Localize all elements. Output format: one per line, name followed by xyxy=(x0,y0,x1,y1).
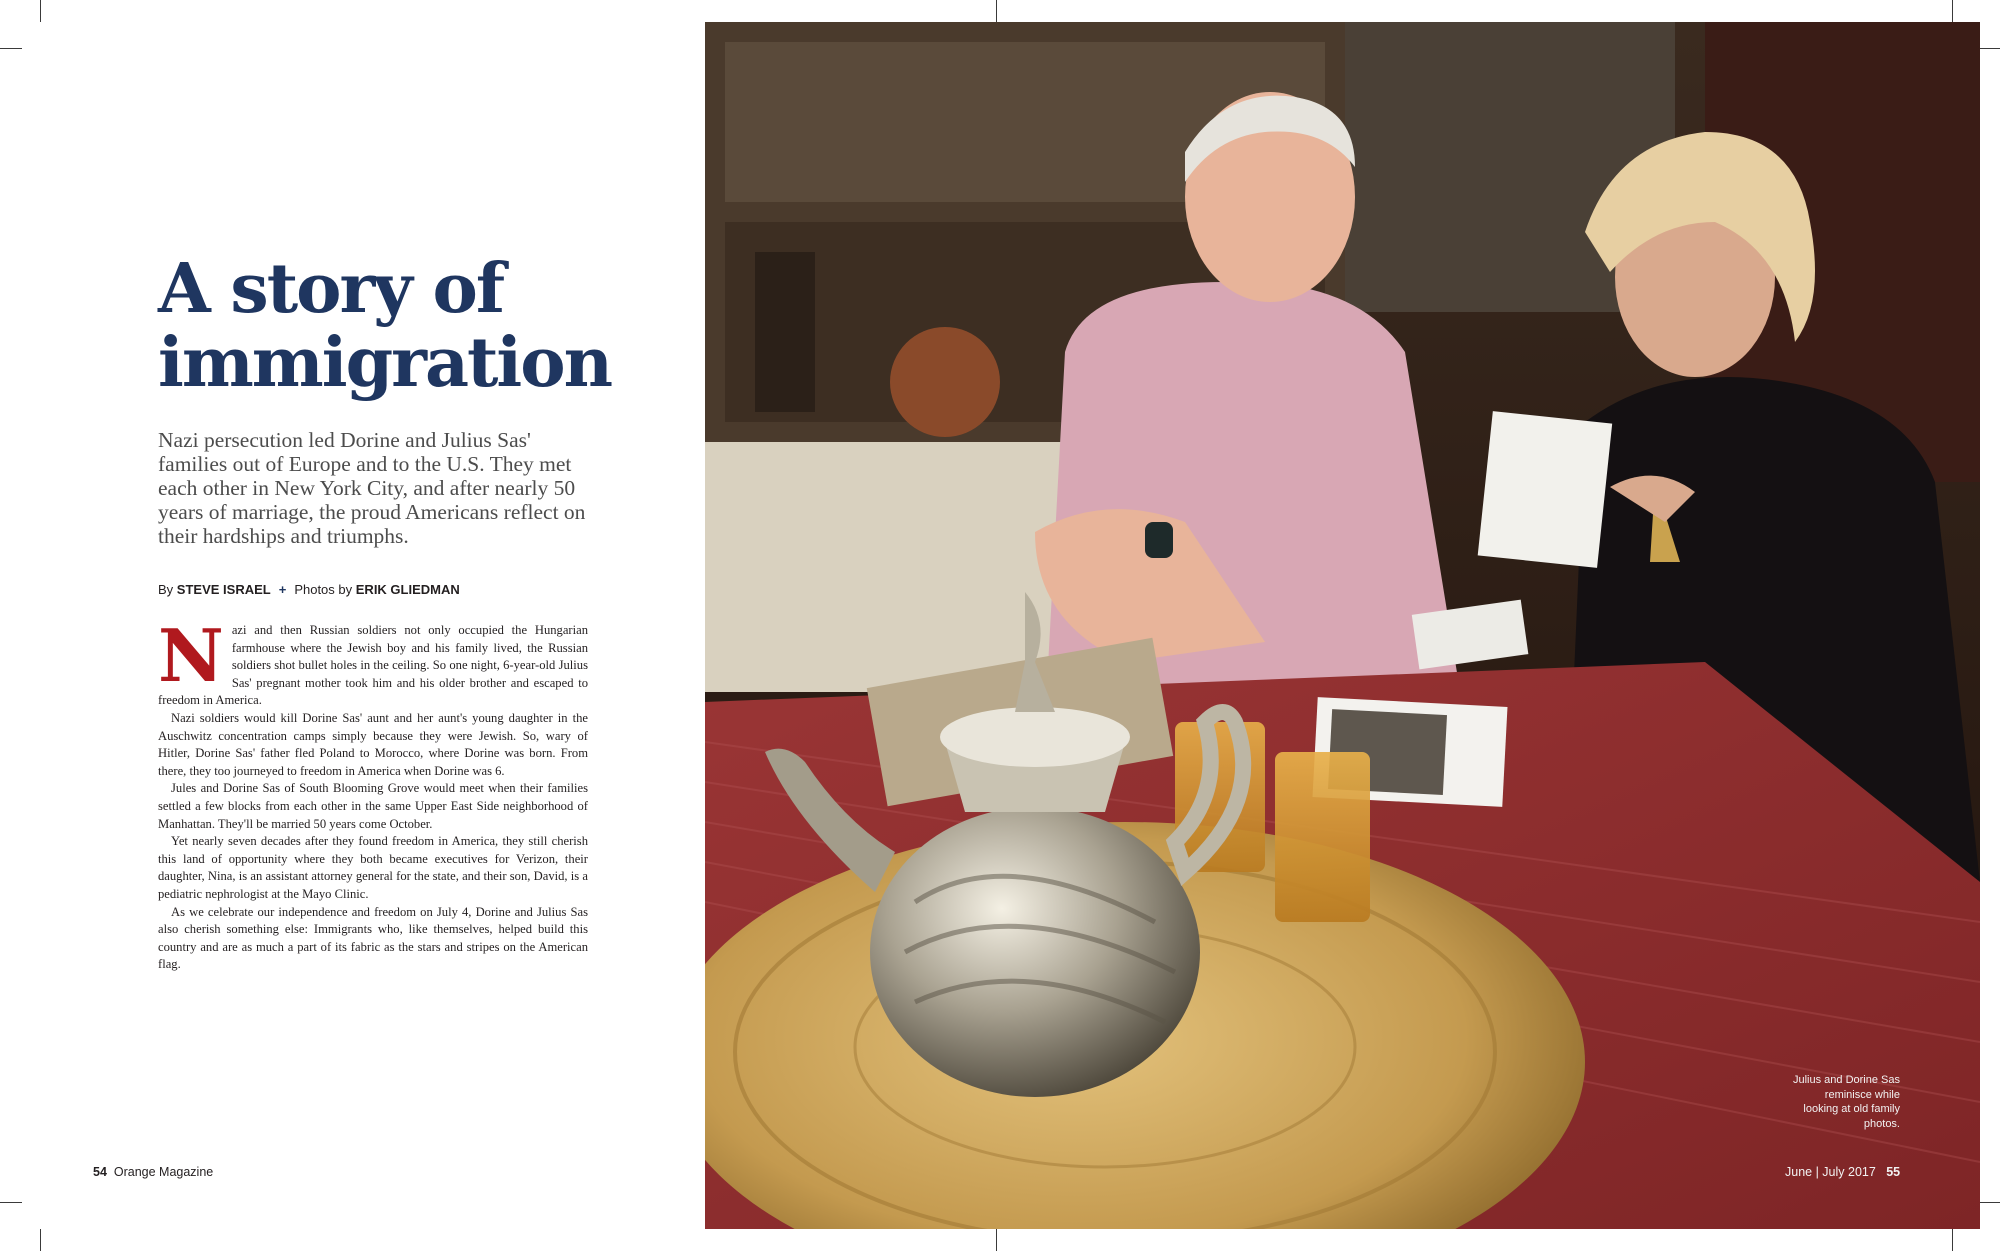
byline xyxy=(158,582,598,597)
crop-mark xyxy=(1952,1229,1953,1251)
crop-mark xyxy=(996,1229,997,1251)
byline-author: STEVE ISRAEL xyxy=(176,582,271,597)
body-paragraph xyxy=(158,613,588,710)
crop-mark xyxy=(0,1202,22,1203)
byline-separator: + xyxy=(278,582,287,597)
folio-left xyxy=(93,1165,213,1179)
dropcap: N xyxy=(158,613,224,698)
photo-illustration xyxy=(705,22,1980,1229)
body-paragraph: Jules and Dorine Sas of South Blooming Grove would meet when their families settled a few blocks from each other in the same Upper East Side neighborhood of Manhattan. They'll be married 50 years come October. xyxy=(158,781,588,831)
body-paragraph: Yet nearly seven decades after they found freedom in America, they still cherish this land of opportunity where they both became executives for Verizon, their daughter, Nina, is an assistant attorney general for the state, and their son, David, is a pediatric nephrologist at the Mayo Clinic. xyxy=(158,834,588,901)
crop-mark xyxy=(1978,48,2000,49)
page-number-left: 54 xyxy=(93,1165,107,1179)
magazine-name: Orange Magazine xyxy=(113,1165,214,1179)
page-number-right: 55 xyxy=(1886,1165,1901,1179)
headline-line-2: immigration xyxy=(158,323,612,403)
body-paragraph: As we celebrate our independence and freedom on July 4, Dorine and Julius Sas also cherish something else: Immigrants who, like themselves, helped build this country and are as much a part of its fabric as the stars and stripes on the American flag. xyxy=(158,904,588,972)
crop-mark xyxy=(1952,0,1953,22)
dek: Nazi persecution led Dorine and Julius Sas' families out of Europe and to the U.S. They met each other in New York City, and after nearly 50 years of marriage, the proud Americans reflect on their hardships and triumphs. xyxy=(158,428,586,548)
photo-caption: Julius and Dorine Sas reminisce while looking at old family photos. xyxy=(1792,1074,1900,1130)
article-body xyxy=(158,613,588,974)
body-paragraph: Nazi soldiers would kill Dorine Sas' aunt and her aunt's young daughter in the Auschwitz concentration camps simply because they were Jewish. So, wary of Hitler, Dorine Sas' father fled Poland to Morocco, where Dorine was born. From there, they too journeyed to freedom in America when Dorine was 6. xyxy=(158,710,588,778)
crop-mark xyxy=(1978,1202,2000,1203)
headline-line-1: A story of xyxy=(158,249,504,329)
crop-mark xyxy=(996,0,997,22)
byline-photos-label: Photos by xyxy=(294,582,353,597)
byline-by-label: By xyxy=(158,582,174,597)
byline-photographer: ERIK GLIEDMAN xyxy=(355,582,460,597)
first-paragraph-text: azi and then Russian soldiers not only occupied the Hungarian farmhouse where the Jewish boy and his family lived, the Russian soldiers shot bullet holes in the ceiling. So one night, 6-year-old Julius Sas' pregnant mother took him and his older brother and escaped to freedom in America. xyxy=(158,623,588,708)
crop-mark xyxy=(40,1229,41,1251)
crop-mark xyxy=(40,0,41,22)
headline xyxy=(158,249,612,403)
crop-mark xyxy=(0,48,22,49)
issue-date: June | July 2017 xyxy=(1785,1165,1876,1179)
folio-right xyxy=(1785,1165,1900,1179)
feature-photo xyxy=(705,22,1980,1229)
